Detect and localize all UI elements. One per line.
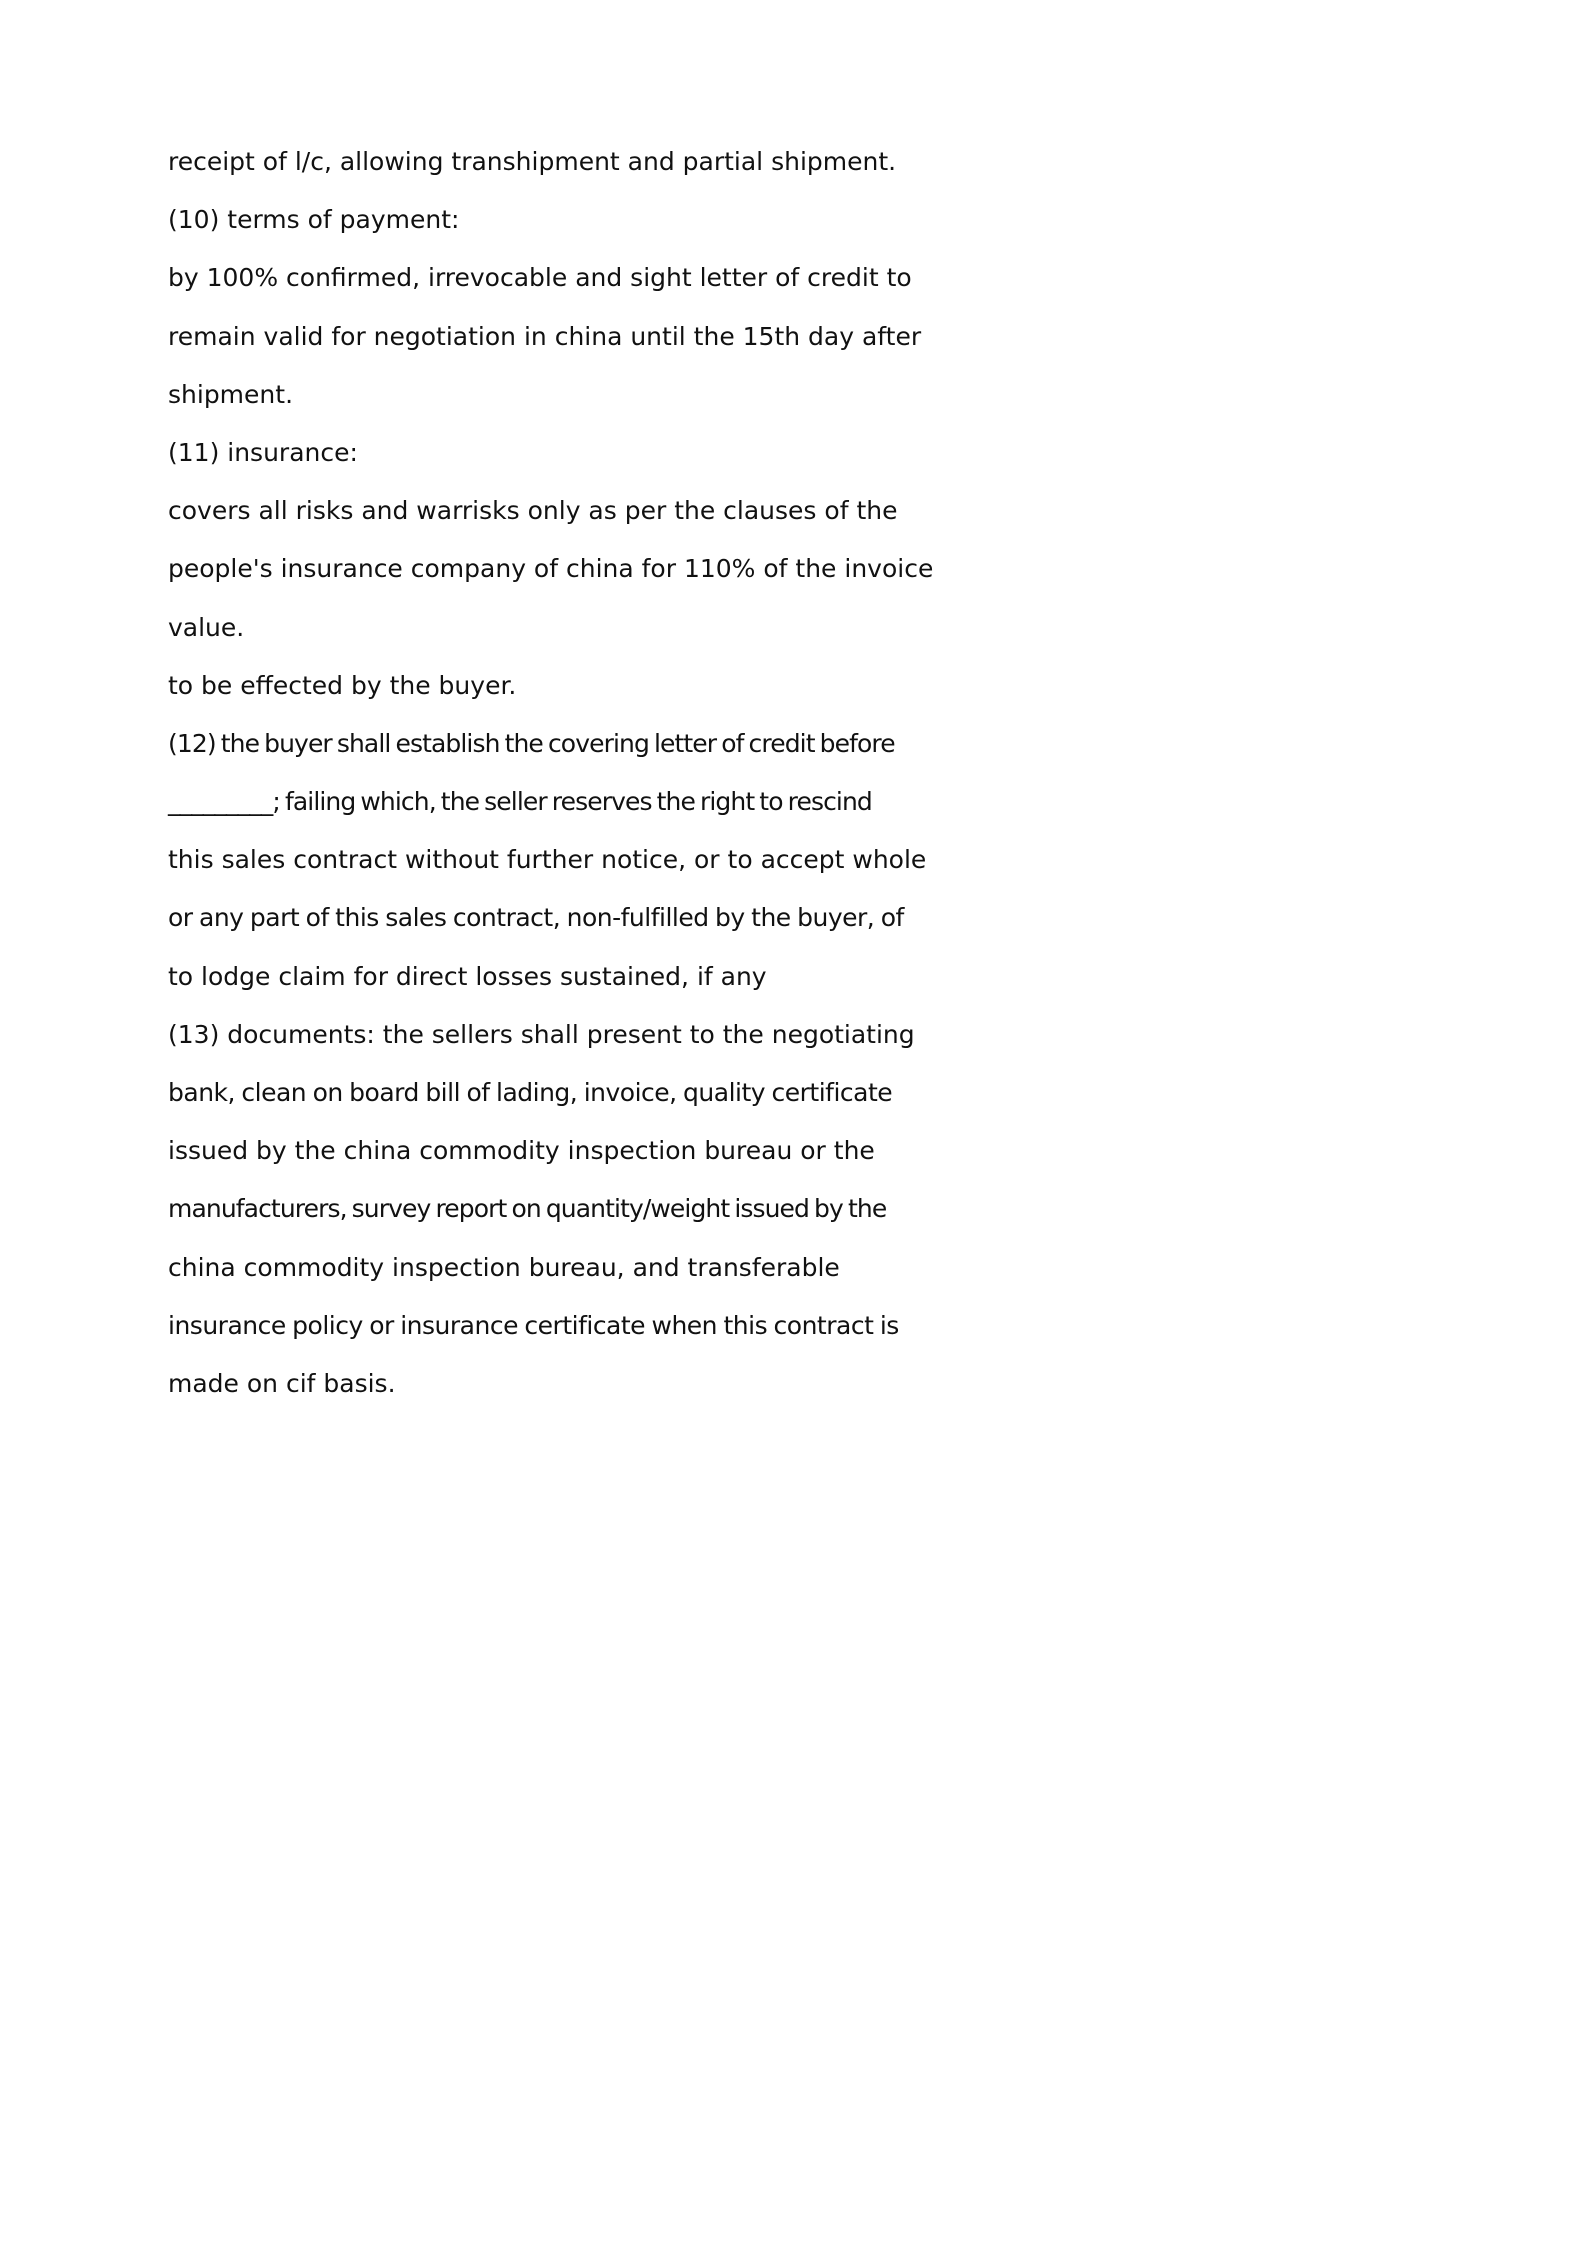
- text-line: this sales contract without further notice, or to accept whole: [168, 845, 927, 875]
- text-line: remain valid for negotiation in china until the 15th day after: [168, 321, 922, 351]
- text-line: shipment.: [168, 379, 294, 409]
- text-line: or any part of this sales contract, non-fulfilled by the buyer, of: [168, 903, 904, 933]
- text-line: by 100% confirmed, irrevocable and sight letter of credit to: [168, 263, 912, 293]
- contract-text: [168, 133, 958, 1413]
- text-line: people's insurance company of china for 110% of the invoice: [168, 554, 934, 584]
- section-heading-documents: (13) documents: the sellers shall present to the negotiating: [168, 1019, 915, 1049]
- text-line: covers all risks and warrisks only as per the clauses of the: [168, 496, 898, 526]
- text-line: issued by the china commodity inspection bureau or the: [168, 1136, 875, 1166]
- section-heading-letter-of-credit: (12) the buyer shall establish the covering letter of credit before: [168, 728, 895, 758]
- section-heading-payment: (10) terms of payment:: [168, 205, 460, 235]
- section-heading-insurance: (11) insurance:: [168, 437, 358, 467]
- document-page: [0, 0, 1102, 1558]
- text-line: made on cif basis.: [168, 1368, 396, 1398]
- text-line: to lodge claim for direct losses sustained, if any: [168, 961, 767, 991]
- text-line-blank: _________; failing which, the seller reserves the right to rescind: [168, 787, 872, 817]
- text-line: receipt of l/c, allowing transhipment and partial shipment.: [168, 147, 897, 176]
- text-line: bank, clean on board bill of lading, invoice, quality certificate: [168, 1078, 893, 1107]
- text-line: value.: [168, 612, 245, 642]
- text-line: insurance policy or insurance certificate when this contract is: [168, 1310, 899, 1340]
- text-line: china commodity inspection bureau, and transferable: [168, 1252, 840, 1282]
- text-line: to be effected by the buyer.: [168, 670, 517, 700]
- text-line: manufacturers, survey report on quantity/weight issued by the: [168, 1194, 887, 1224]
